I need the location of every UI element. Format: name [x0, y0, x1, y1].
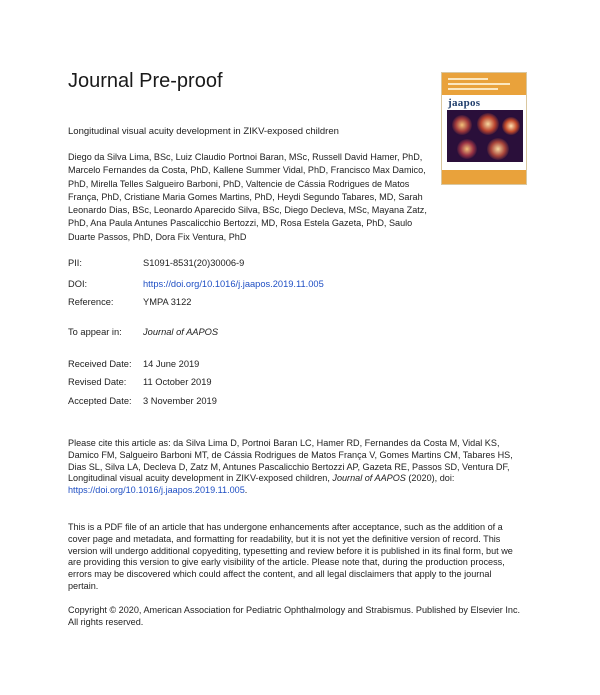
cover-top-band: [442, 73, 526, 95]
reference-label: Reference:: [68, 297, 114, 307]
copyright-notice: Copyright © 2020, American Association for Pediatric Ophthalmology and Strabismus. Published by Elsevier Inc. All rights reserved.: [68, 605, 521, 627]
cover-logo: jaapos: [448, 97, 481, 109]
author-list: Diego da Silva Lima, BSc, Luiz Claudio Portnoi Baran, MSc, Russell David Hamer, PhD, Marcelo Fernandes da Costa, PhD, Kallene Summer Vidal, PhD, Francisco Max Damico, PhD, Mirella Telles Salgueiro Barboni, PhD, Valtencie de Cássia Rodrigues de Matos França, PhD, Cristiane Maria Gomes Martins, PhD, Heydi Segundo Tabares, MD, Sarah Leonardo Dias, BSc, Leonardo Aparecido Silva, BSc, Diego Decleva, MSc, Mayana Zatz, PhD, Ana Paula Antunes Pascalicchio Bertozzi, MD, Rosa Estela Gazeta, PhD, Saulo Duarte Passos, PhD, Dora Fix Ventura, PhD: [68, 152, 427, 242]
article-title: Longitudinal visual acuity development in ZIKV-exposed children: [68, 126, 339, 137]
citation-year: (2020), doi:: [405, 473, 455, 484]
citation-text: Please cite this article as: da Silva Lima D, Portnoi Baran LC, Hamer RD, Fernandes da Costa M, Vidal KS, Damico FM, Salgueiro Barboni MT, de Cássia Rodrigues de Matos França V, Gomes Martins CM, Tabares HS, Dias SL, Silva LA, Decleva D, Zatz M, Antunes Pascalicchio Bertozzi AP, Gazeta RE, Passos SD, Ventura DF, Longitudinal visual acuity development in ZIKV-exposed children,: [68, 438, 513, 484]
pii-label: PII:: [68, 258, 82, 268]
journal-pre-proof-label: Journal Pre-proof: [68, 70, 223, 92]
reference-value: YMPA 3122: [143, 297, 192, 307]
received-label: Received Date:: [68, 359, 132, 369]
citation-journal: Journal of AAPOS: [332, 473, 406, 484]
citation-doi-link[interactable]: https://doi.org/10.1016/j.jaapos.2019.11.005: [68, 485, 245, 496]
received-date: 14 June 2019: [143, 359, 200, 369]
cover-bottom-band: [442, 170, 526, 184]
revised-label: Revised Date:: [68, 377, 127, 387]
appear-journal: Journal of AAPOS: [143, 327, 219, 337]
doi-link[interactable]: https://doi.org/10.1016/j.jaapos.2019.11.005: [143, 279, 324, 289]
appear-label: To appear in:: [68, 327, 122, 337]
accepted-date: 3 November 2019: [143, 396, 217, 406]
journal-cover-thumbnail: [441, 72, 527, 185]
cover-images: [447, 110, 523, 162]
citation-paragraph: [68, 438, 520, 497]
revised-date: 11 October 2019: [143, 377, 212, 387]
notice-paragraph: This is a PDF file of an article that has undergone enhancements after acceptance, such as the addition of a cover page and metadata, and formatting for readability, but it is not yet the definitive version of record. This version will undergo additional copyediting, typesetting and review before it is published in its final form, but we are providing this version to give early visibility of the article. Please note that, during the production process, errors may be discovered which could affect the content, and all legal disclaimers that apply to the journal pertain.: [68, 522, 513, 591]
accepted-label: Accepted Date:: [68, 396, 132, 406]
pii-value: S1091-8531(20)30006-9: [143, 258, 245, 268]
doi-label: DOI:: [68, 279, 88, 289]
citation-end: .: [244, 485, 248, 496]
